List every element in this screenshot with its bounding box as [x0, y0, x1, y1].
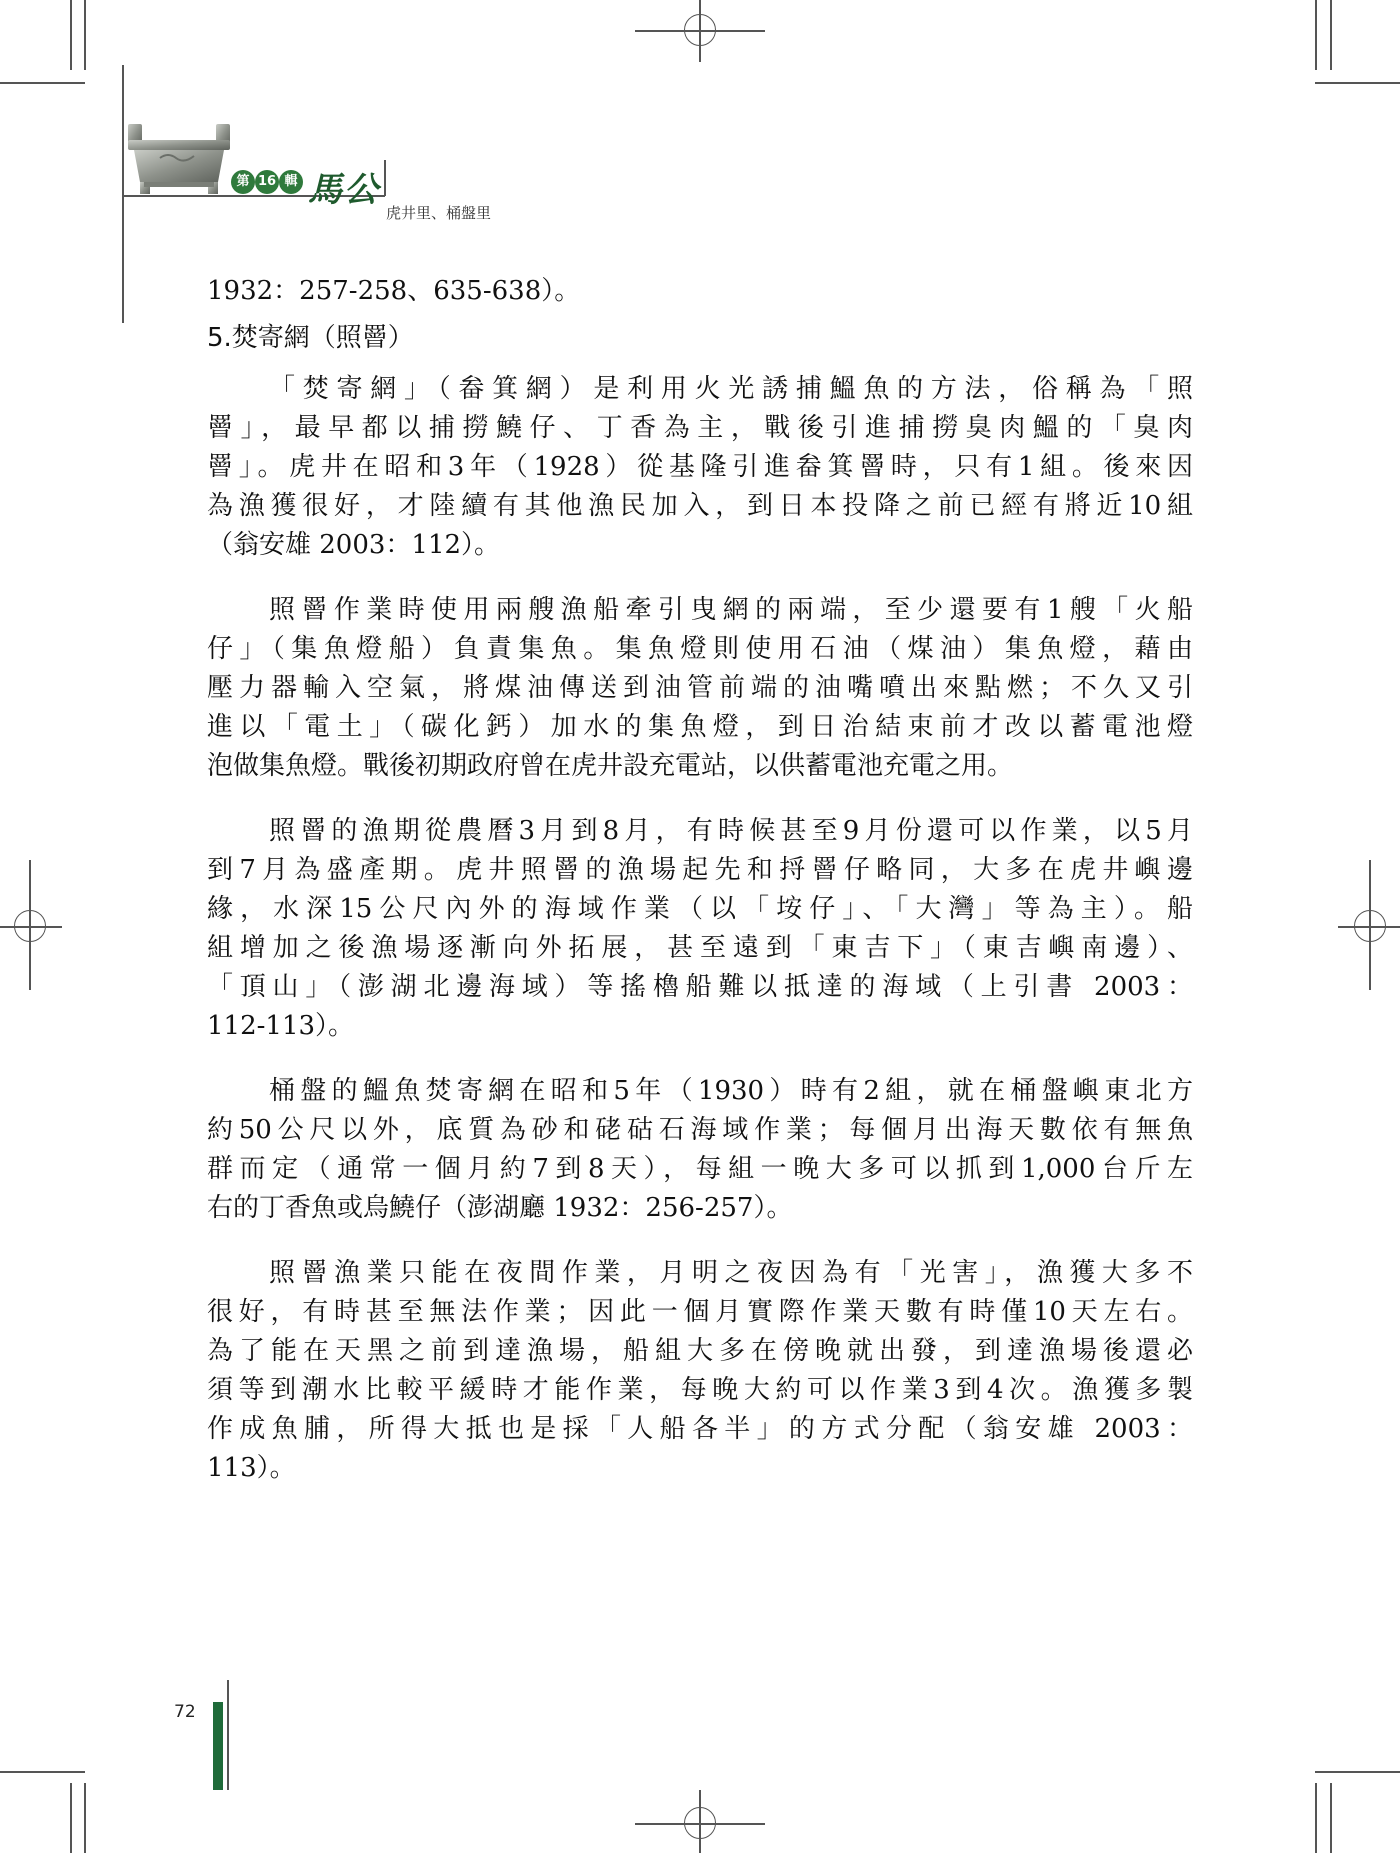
footer-accent-bar: [213, 1702, 223, 1790]
page-number: 72: [174, 1702, 196, 1722]
paragraph: [207, 370, 1193, 565]
paragraph-line: 約50公尺以外，底質為砂和硓𥑮石海域作業；每個月出海天數依有無魚: [207, 1115, 1193, 1145]
paragraph-line: 右的丁香魚或烏鱙仔（澎湖廳 1932：256-257）。: [207, 1193, 793, 1223]
paragraph-line: 照罾作業時使用兩艘漁船牽引曳網的兩端，至少還要有1艘「火船: [269, 595, 1193, 625]
paragraph: [207, 1254, 1193, 1488]
paragraph-line: 群而定（通常一個月約7到8天），每組一晚大多可以抓到1,000台斤左: [207, 1154, 1193, 1184]
paragraph-line: 罾」。虎井在昭和3年（1928）從基隆引進畚箕罾時，只有1組。後來因: [207, 452, 1193, 482]
paragraph-line: 桶盤的鰮魚焚寄網在昭和5年（1930）時有2組，就在桶盤嶼東北方: [269, 1076, 1193, 1106]
paragraph-line: 照罾漁業只能在夜間作業，月明之夜因為有「光害」，漁獲大多不: [269, 1258, 1193, 1288]
paragraph: [207, 1072, 1193, 1228]
series-badge-number: 16: [255, 170, 279, 194]
paragraph-line: 仔」（集魚燈船）負責集魚。集魚燈則使用石油（煤油）集魚燈，藉由: [207, 634, 1193, 664]
paragraph-line: 須等到潮水比較平緩時才能作業，每晚大約可以作業3到4次。漁獲多製: [207, 1375, 1193, 1405]
series-badge-prefix: 第: [231, 170, 255, 194]
intro-line: 1932：257-258、635-638）。: [207, 276, 581, 306]
paragraph-line: 為了能在天黑之前到達漁場，船組大多在傍晚就出發，到達漁場後還必: [207, 1336, 1193, 1366]
paragraph-line: 泡做集魚燈。戰後初期政府曾在虎井設充電站，以供蓄電池充電之用。: [207, 751, 1014, 781]
paragraph-line: 到7月為盛產期。虎井照罾的漁場起先和捋罾仔略同，大多在虎井嶼邊: [207, 855, 1193, 885]
main-content: [207, 272, 1193, 1514]
paragraph-line: 為漁獲很好，才陸續有其他漁民加入，到日本投降之前已經有將近10組: [207, 491, 1193, 521]
section-subtitle: 虎井里、桶盤里: [386, 204, 492, 222]
paragraph-line: 壓力器輸入空氣，將煤油傳送到油管前端的油嘴噴出來點燃；不久又引: [207, 673, 1193, 703]
paragraph-line: 「頂山」（澎湖北邊海域）等搖櫓船難以抵達的海域（上引書 2003：: [207, 972, 1193, 1002]
paragraph-line: 罾」，最早都以捕撈鱙仔、丁香為主，戰後引進捕撈臭肉鰮的「臭肉: [207, 413, 1193, 443]
series-badge-suffix: 輯: [279, 170, 303, 194]
paragraph-line: 很好，有時甚至無法作業；因此一個月實際作業天數有時僅10天左右。: [207, 1297, 1193, 1327]
footer-rule: [227, 1680, 229, 1790]
series-title: 馬公: [308, 170, 380, 210]
section-heading: 5.焚寄網（照罾）: [207, 323, 414, 353]
paragraph-line: 組增加之後漁場逐漸向外拓展，甚至遠到「東吉下」（東吉嶼南邊）、: [207, 933, 1193, 963]
paragraph-line: 「焚寄網」（畚箕網）是利用火光誘捕鰮魚的方法，俗稱為「照: [269, 374, 1193, 404]
stone-censer-logo-icon: [124, 120, 234, 198]
paragraph: [207, 812, 1193, 1046]
paragraph-line: 作成魚脯，所得大抵也是採「人船各半」的方式分配（翁安雄 2003：: [207, 1414, 1193, 1444]
paragraph-line: 進以「電土」（碳化鈣）加水的集魚燈，到日治結束前才改以蓄電池燈: [207, 712, 1193, 742]
paragraph-line: （翁安雄 2003：112）。: [207, 530, 501, 560]
paragraph-line: 緣，水深15公尺內外的海域作業（以「垵仔」、「大灣」等為主）。船: [207, 894, 1193, 924]
paragraph-line: 112-113）。: [207, 1011, 355, 1041]
header-rule-tick: [384, 160, 386, 196]
paragraph-line: 照罾的漁期從農曆3月到8月，有時候甚至9月份還可以作業，以5月: [269, 816, 1193, 846]
paragraph: [207, 591, 1193, 786]
paragraph-list: [207, 370, 1193, 1488]
paragraph-line: 113）。: [207, 1453, 296, 1483]
